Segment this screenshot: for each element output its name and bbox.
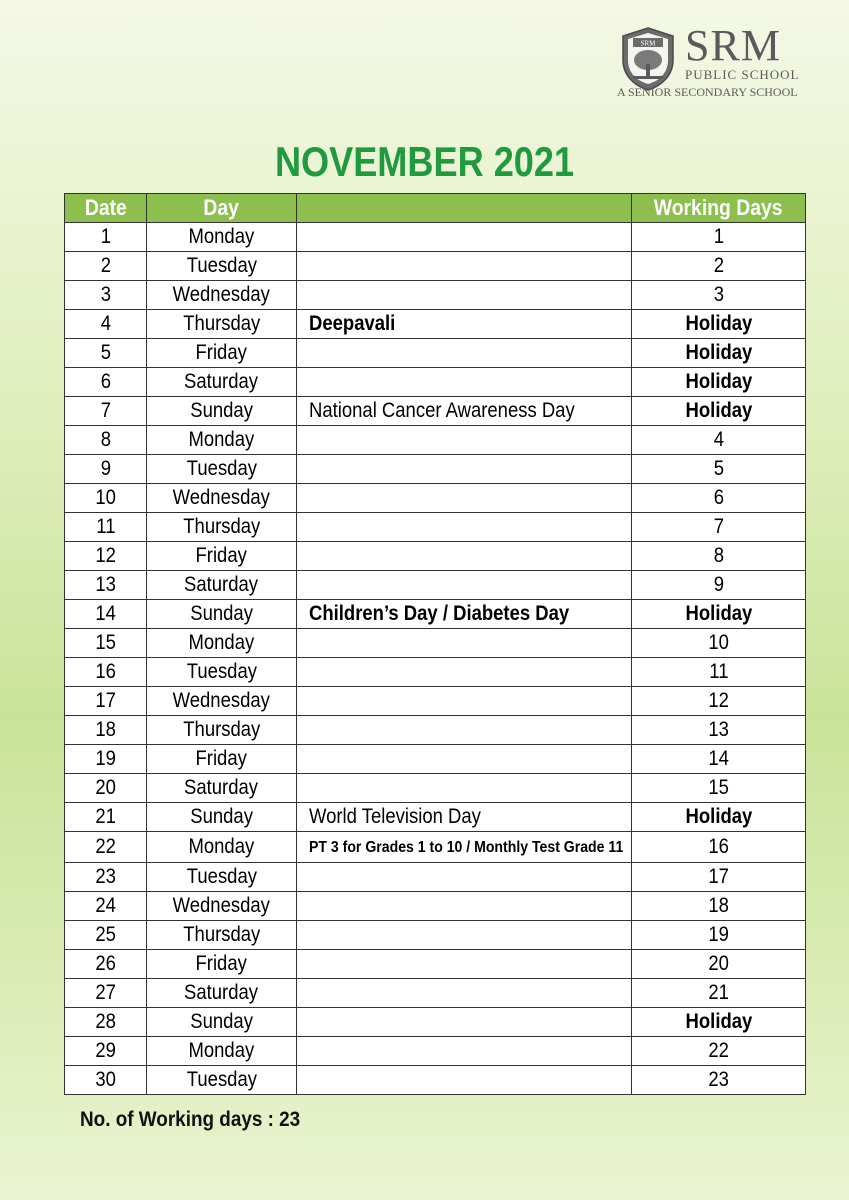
cell-working-days: 7 xyxy=(632,513,806,542)
cell-date: 16 xyxy=(65,658,147,687)
cell-event xyxy=(297,950,632,979)
cell-event: Children’s Day / Diabetes Day xyxy=(297,600,632,629)
cell-day: Friday xyxy=(147,745,297,774)
cell-day: Monday xyxy=(147,426,297,455)
cell-working-days: 23 xyxy=(632,1066,806,1095)
cell-working-days: Holiday xyxy=(632,339,806,368)
cell-working-days: 12 xyxy=(632,687,806,716)
cell-event xyxy=(297,745,632,774)
cell-day: Wednesday xyxy=(147,281,297,310)
cell-date: 30 xyxy=(65,1066,147,1095)
table-row xyxy=(65,368,806,397)
cell-event xyxy=(297,542,632,571)
cell-day: Wednesday xyxy=(147,484,297,513)
cell-date: 17 xyxy=(65,687,147,716)
cell-date: 2 xyxy=(65,252,147,281)
header-date: Date xyxy=(65,194,147,223)
table-row xyxy=(65,426,806,455)
cell-event xyxy=(297,223,632,252)
cell-working-days: Holiday xyxy=(632,368,806,397)
header-working-days: Working Days xyxy=(632,194,806,223)
cell-working-days: 6 xyxy=(632,484,806,513)
table-row xyxy=(65,571,806,600)
cell-day: Thursday xyxy=(147,310,297,339)
cell-day: Wednesday xyxy=(147,892,297,921)
calendar-table xyxy=(64,193,806,1095)
cell-date: 1 xyxy=(65,223,147,252)
cell-day: Monday xyxy=(147,223,297,252)
header-day: Day xyxy=(147,194,297,223)
cell-date: 6 xyxy=(65,368,147,397)
school-seal-icon xyxy=(619,26,677,92)
cell-day: Saturday xyxy=(147,774,297,803)
cell-event xyxy=(297,1066,632,1095)
header-event xyxy=(297,194,632,223)
table-row xyxy=(65,600,806,629)
cell-working-days: 9 xyxy=(632,571,806,600)
cell-day: Thursday xyxy=(147,716,297,745)
table-row xyxy=(65,658,806,687)
cell-day: Saturday xyxy=(147,979,297,1008)
cell-working-days: 19 xyxy=(632,921,806,950)
cell-event xyxy=(297,513,632,542)
cell-working-days: 17 xyxy=(632,863,806,892)
working-days-summary: No. of Working days : 23 xyxy=(80,1108,301,1131)
cell-day: Thursday xyxy=(147,513,297,542)
cell-day: Thursday xyxy=(147,921,297,950)
cell-date: 15 xyxy=(65,629,147,658)
cell-day: Tuesday xyxy=(147,863,297,892)
table-row xyxy=(65,745,806,774)
cell-working-days: 21 xyxy=(632,979,806,1008)
cell-event xyxy=(297,1037,632,1066)
cell-event: Deepavali xyxy=(297,310,632,339)
cell-event xyxy=(297,716,632,745)
cell-day: Monday xyxy=(147,1037,297,1066)
cell-day: Tuesday xyxy=(147,455,297,484)
table-row xyxy=(65,484,806,513)
cell-date: 12 xyxy=(65,542,147,571)
cell-event xyxy=(297,629,632,658)
cell-event xyxy=(297,252,632,281)
cell-day: Sunday xyxy=(147,1008,297,1037)
table-row xyxy=(65,832,806,863)
table-row xyxy=(65,803,806,832)
svg-text:SRM: SRM xyxy=(640,39,656,48)
table-row xyxy=(65,252,806,281)
cell-date: 29 xyxy=(65,1037,147,1066)
cell-working-days: 14 xyxy=(632,745,806,774)
cell-event xyxy=(297,979,632,1008)
cell-day: Saturday xyxy=(147,571,297,600)
cell-event xyxy=(297,658,632,687)
cell-day: Friday xyxy=(147,542,297,571)
table-row xyxy=(65,921,806,950)
cell-date: 13 xyxy=(65,571,147,600)
cell-date: 11 xyxy=(65,513,147,542)
table-row xyxy=(65,716,806,745)
cell-date: 25 xyxy=(65,921,147,950)
table-row xyxy=(65,1008,806,1037)
cell-day: Sunday xyxy=(147,600,297,629)
cell-day: Tuesday xyxy=(147,1066,297,1095)
page-title: NOVEMBER 2021 xyxy=(274,138,575,185)
table-row xyxy=(65,310,806,339)
cell-working-days: 4 xyxy=(632,426,806,455)
cell-event xyxy=(297,281,632,310)
cell-date: 10 xyxy=(65,484,147,513)
table-row xyxy=(65,542,806,571)
cell-date: 24 xyxy=(65,892,147,921)
cell-working-days: 18 xyxy=(632,892,806,921)
cell-date: 5 xyxy=(65,339,147,368)
table-row xyxy=(65,863,806,892)
table-row xyxy=(65,223,806,252)
cell-day: Wednesday xyxy=(147,687,297,716)
cell-event xyxy=(297,571,632,600)
cell-date: 19 xyxy=(65,745,147,774)
cell-event xyxy=(297,368,632,397)
cell-day: Monday xyxy=(147,832,297,863)
cell-event xyxy=(297,426,632,455)
logo-name: SRM xyxy=(685,21,781,70)
cell-day: Saturday xyxy=(147,368,297,397)
cell-event xyxy=(297,484,632,513)
cell-working-days: Holiday xyxy=(632,1008,806,1037)
table-row xyxy=(65,979,806,1008)
cell-event xyxy=(297,863,632,892)
cell-day: Friday xyxy=(147,950,297,979)
cell-working-days: Holiday xyxy=(632,397,806,426)
school-logo xyxy=(617,21,809,104)
table-row xyxy=(65,1066,806,1095)
cell-working-days: Holiday xyxy=(632,600,806,629)
cell-working-days: 16 xyxy=(632,832,806,863)
cell-working-days: 15 xyxy=(632,774,806,803)
cell-working-days: 8 xyxy=(632,542,806,571)
cell-working-days: 20 xyxy=(632,950,806,979)
cell-working-days: 5 xyxy=(632,455,806,484)
cell-event xyxy=(297,1008,632,1037)
table-row xyxy=(65,774,806,803)
cell-working-days: 11 xyxy=(632,658,806,687)
cell-event xyxy=(297,687,632,716)
cell-date: 3 xyxy=(65,281,147,310)
cell-event: National Cancer Awareness Day xyxy=(297,397,632,426)
cell-working-days: 3 xyxy=(632,281,806,310)
table-row xyxy=(65,629,806,658)
cell-event xyxy=(297,339,632,368)
table-row xyxy=(65,397,806,426)
cell-day: Tuesday xyxy=(147,658,297,687)
table-row xyxy=(65,513,806,542)
cell-date: 27 xyxy=(65,979,147,1008)
cell-date: 18 xyxy=(65,716,147,745)
cell-date: 7 xyxy=(65,397,147,426)
logo-tagline: A SENIOR SECONDARY SCHOOL xyxy=(617,85,798,99)
cell-date: 28 xyxy=(65,1008,147,1037)
table-header-row xyxy=(65,194,806,223)
cell-event: PT 3 for Grades 1 to 10 / Monthly Test Grade 11 xyxy=(297,832,632,863)
cell-event: World Television Day xyxy=(297,803,632,832)
logo-school-type: PUBLIC SCHOOL xyxy=(685,67,800,82)
cell-date: 20 xyxy=(65,774,147,803)
cell-working-days: Holiday xyxy=(632,803,806,832)
table-row xyxy=(65,455,806,484)
cell-day: Friday xyxy=(147,339,297,368)
cell-working-days: 10 xyxy=(632,629,806,658)
cell-date: 9 xyxy=(65,455,147,484)
cell-date: 22 xyxy=(65,832,147,863)
cell-day: Tuesday xyxy=(147,252,297,281)
cell-event xyxy=(297,774,632,803)
cell-working-days: 13 xyxy=(632,716,806,745)
cell-date: 14 xyxy=(65,600,147,629)
cell-working-days: 1 xyxy=(632,223,806,252)
cell-date: 23 xyxy=(65,863,147,892)
cell-event xyxy=(297,921,632,950)
cell-day: Sunday xyxy=(147,397,297,426)
table-row xyxy=(65,687,806,716)
cell-date: 4 xyxy=(65,310,147,339)
table-row xyxy=(65,950,806,979)
table-row xyxy=(65,1037,806,1066)
cell-event xyxy=(297,455,632,484)
table-row xyxy=(65,339,806,368)
cell-day: Sunday xyxy=(147,803,297,832)
table-row xyxy=(65,892,806,921)
cell-working-days: Holiday xyxy=(632,310,806,339)
cell-working-days: 22 xyxy=(632,1037,806,1066)
cell-working-days: 2 xyxy=(632,252,806,281)
cell-event xyxy=(297,892,632,921)
cell-day: Monday xyxy=(147,629,297,658)
cell-date: 26 xyxy=(65,950,147,979)
cell-date: 21 xyxy=(65,803,147,832)
cell-date: 8 xyxy=(65,426,147,455)
table-row xyxy=(65,281,806,310)
